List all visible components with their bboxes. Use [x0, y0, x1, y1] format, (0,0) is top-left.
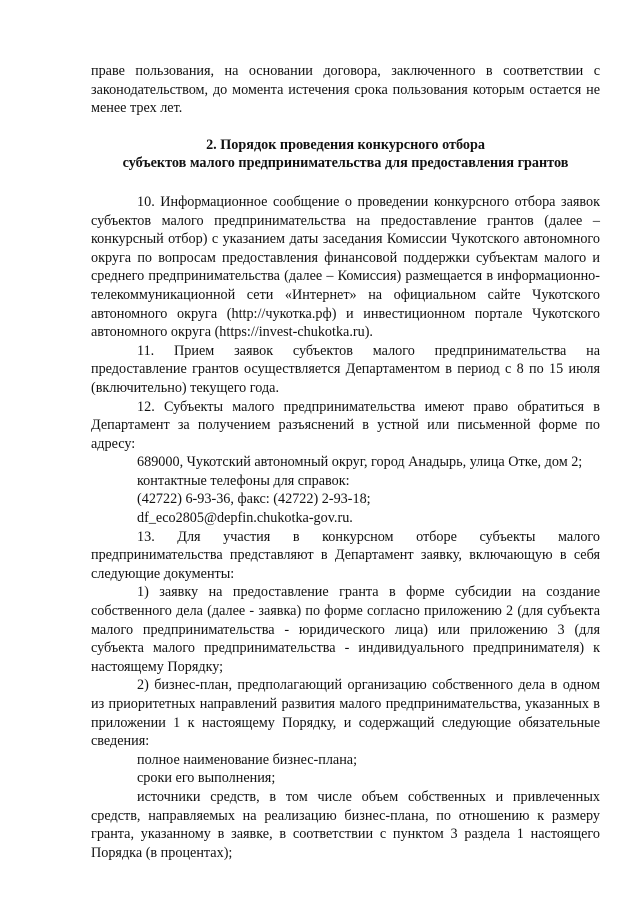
paragraph-10: 10. Информационное сообщение о проведении конкурсного отбора заявок субъектов малого предпринимательства на предоставление грантов (далее – конкурсный отбор) с указанием даты заседания Комиссии Чукотского автономного округа по вопросам предоставления финансовой поддержки субъектам малого и среднего предпринимательства (далее – Комиссия) размещается в информационно-телекоммуникационной сети «Интернет» на официальном сайте Чукотского автономного округа (http://чукотка.рф) и инвестиционном портале Чукотского автономного округа (https://invest-chukotka.ru). [91, 193, 600, 341]
section-heading-line2: субъектов малого предпринимательства для предоставления грантов [122, 155, 569, 172]
phones-label: контактные телефоны для справок: [137, 472, 350, 489]
paragraph-12: 12. Субъекты малого предпринимательства имеют право обратиться в Департамент за получением разъяснений в устной или письменной форме по адресу: [91, 398, 600, 452]
section-heading [91, 136, 600, 173]
requirement-2: сроки его выполнения; [137, 770, 276, 787]
paragraph-11: 11. Прием заявок субъектов малого предпринимательства на предоставление грантов осуществляется Департаментом в период с 8 по 15 июля (включительно) текущего года. [91, 342, 600, 396]
intro-paragraph: праве пользования, на основании договора, заключенного в соответствии с законодательством, до момента истечения срока пользования которым остается не менее трех лет. [91, 63, 600, 117]
section-heading-line1: 2. Порядок проведения конкурсного отбора [206, 136, 485, 153]
list-item-2: 2) бизнес-план, предполагающий организацию собственного дела в одном из приоритетных направлений развития малого предпринимательства, указанных в приложении 1 к настоящему Порядку, и содержащий следующие обязательные сведения: [91, 677, 600, 750]
email-value: df_eco2805@depfin.chukotka-gov.ru. [137, 510, 353, 527]
list-item-1: 1) заявку на предоставление гранта в форме субсидии на создание собственного дела (далее - заявка) по форме согласно приложению 2 (для субъекта малого предпринимательства - юридического лица) или приложению 3 (для субъекта малого предпринимательства - индивидуального предпринимателя) к настоящему Порядку; [91, 584, 600, 675]
document-body [91, 62, 600, 862]
requirement-3: источники средств, в том числе объем собственных и привлеченных средств, направляемых на реализацию бизнес-плана, по отношению к размеру гранта, указанному в заявке, в соответствии с пунктом 3 раздела 1 настоящего Порядка (в процентах); [91, 788, 600, 861]
requirement-1: полное наименование бизнес-плана; [137, 751, 358, 768]
address-line: 689000, Чукотский автономный округ, город Анадырь, улица Отке, дом 2; [137, 454, 583, 471]
phones-value: (42722) 6-93-36, факс: (42722) 2-93-18; [137, 491, 371, 508]
paragraph-13: 13. Для участия в конкурсном отборе субъекты малого предпринимательства представляют в Департамент заявку, включающую в себя следующие документы: [91, 528, 600, 582]
